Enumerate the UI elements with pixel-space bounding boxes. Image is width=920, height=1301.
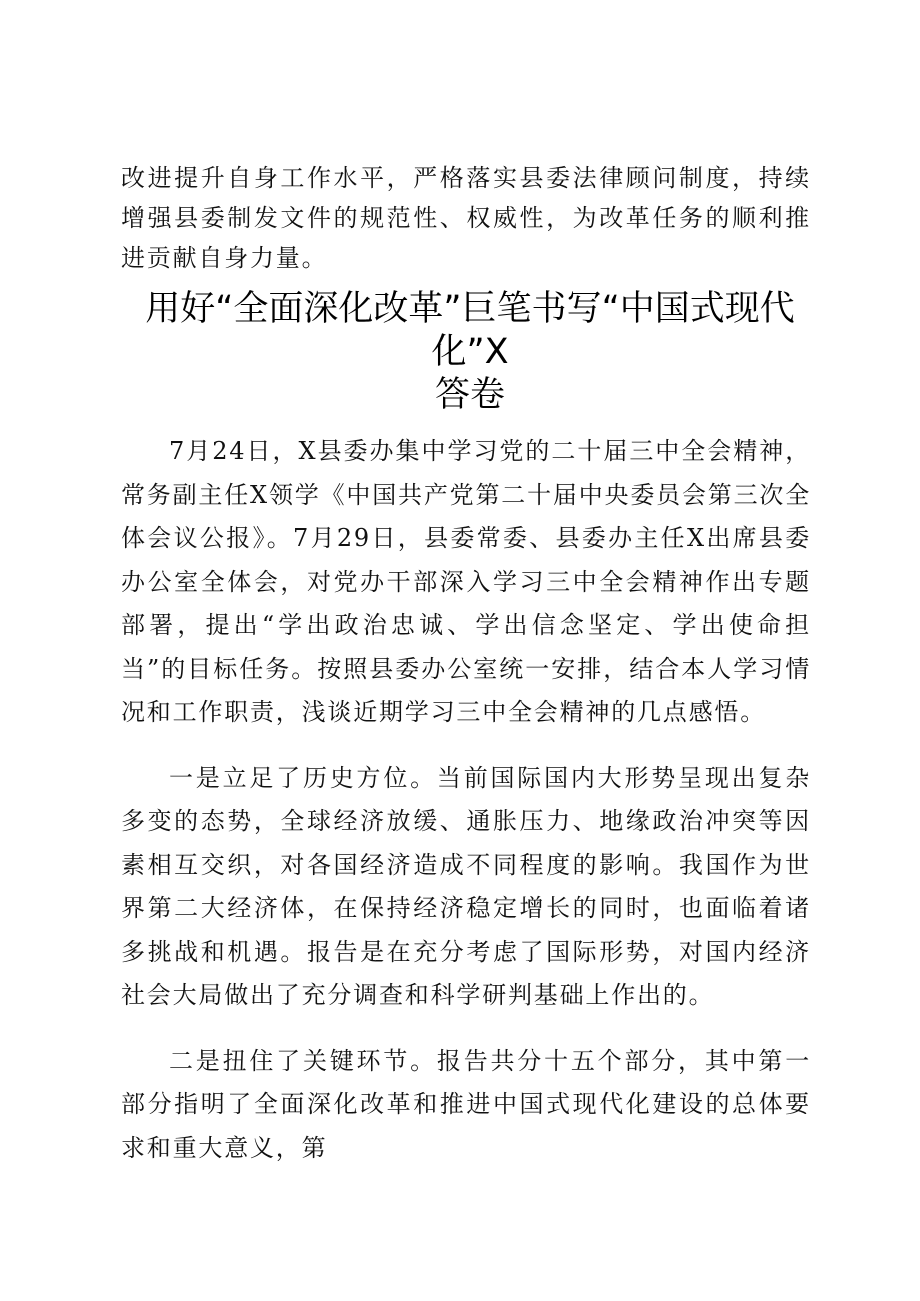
paragraph-point-two: 二是扭住了关键环节。报告共分十五个部分，其中第一部分指明了全面深化改革和推进中国式现代化建设的总体要求和重大意义，第 bbox=[121, 1046, 811, 1162]
paragraph-intro: 7月24日，X县委办集中学习党的二十届三中全会精神，常务副主任X领学《中国共产党第二十届中央委员会第三次全体会议公报》。7月29日，县委常委、县委办主任X出席县委办公室全体会，对党办干部深入学习三中全会精神作出专题部署，提出“学出政治忠诚、学出信念坚定、学出使命担当”的目标任务。按照县委办公室统一安排，结合本人学习情况和工作职责，浅谈近期学习三中全会精神的几点感悟。 bbox=[121, 437, 811, 726]
lead-paragraph: 改进提升自身工作水平，严格落实县委法律顾问制度，持续增强县委制发文件的规范性、权威性，为改革任务的顺利推进贡献自身力量。 bbox=[121, 164, 811, 272]
paragraph-point-one: 一是立足了历史方位。当前国际国内大形势呈现出复杂多变的态势，全球经济放缓、通胀压力、地缘政治冲突等因素相互交织，对各国经济造成不同程度的影响。我国作为世界第二大经济体，在保持经济稳定增长的同时，也面临着诸多挑战和机遇。报告是在充分考虑了国际形势，对国内经济社会大局做出了充分调查和科学研判基础上作出的。 bbox=[121, 763, 811, 1009]
title-line-3: 答卷 bbox=[434, 375, 505, 415]
title-line-2: 化”X bbox=[431, 332, 509, 372]
document-title bbox=[100, 288, 840, 417]
title-line-1: 用好“全面深化改革”巨笔书写“中国式现代 bbox=[145, 289, 795, 329]
document-body bbox=[121, 430, 811, 1170]
